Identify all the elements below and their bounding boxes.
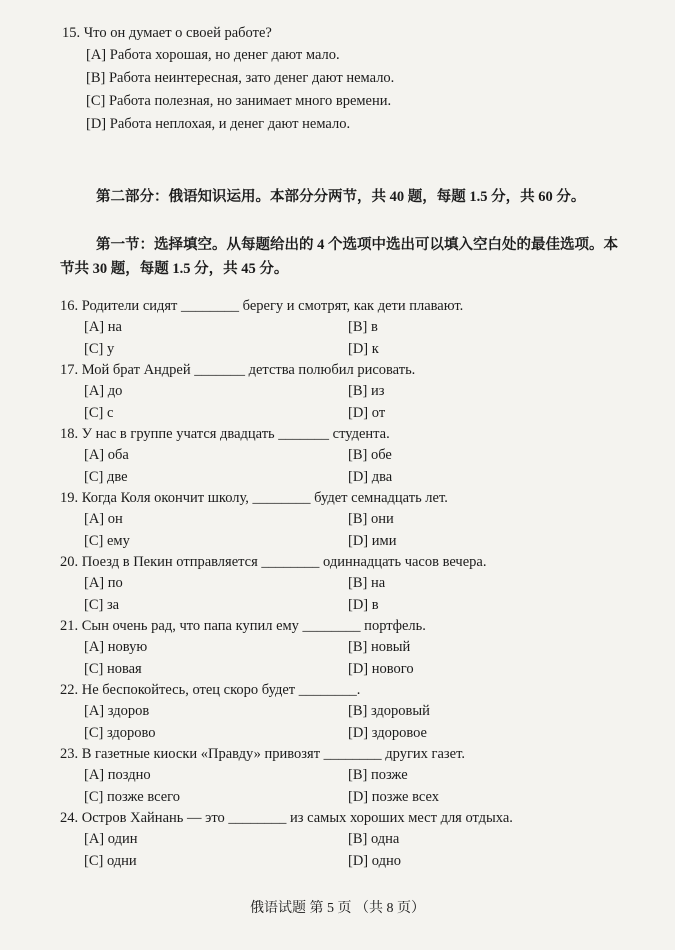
answer-options	[60, 573, 630, 616]
option-c: [C] с	[84, 404, 114, 421]
question-stem: 16. Родители сидят ________ берегу и смотрят, как дети плавают.	[60, 298, 464, 314]
option-a: [A] он	[84, 511, 123, 527]
option-d: [D] позже всех	[348, 788, 439, 805]
subsection-heading: 第一节：选择填空。从每题给出的 4 个选项中选出可以填入空白处的最佳选项。本节共 30 题，每题 1.5 分，共 45 分。	[60, 237, 618, 277]
option-d: [D] нового	[348, 660, 414, 677]
question-list	[60, 296, 630, 872]
question-item	[60, 296, 630, 360]
question-stem: 15. Что он думает о своей работе?	[62, 25, 272, 41]
option-c: [C] новая	[84, 660, 142, 677]
question-item	[60, 808, 630, 872]
answer-options	[60, 509, 630, 552]
answer-options	[60, 701, 630, 744]
option-c: [C] одни	[84, 852, 137, 869]
option-b: [B] одна	[348, 831, 400, 847]
option-a: [A] здоров	[84, 703, 150, 719]
option-c: [C] позже всего	[84, 788, 180, 805]
option-c: [C] ему	[84, 532, 130, 549]
option-d: [D] от	[348, 404, 386, 421]
option-a: [A] по	[84, 575, 123, 591]
answer-options	[60, 317, 630, 360]
option-c: [C] у	[84, 340, 115, 357]
question-item	[60, 616, 630, 680]
question-stem: 23. В газетные киоски «Правду» привозят ________ других газет.	[60, 746, 465, 762]
option-d: [D] в	[348, 596, 379, 613]
option-d: [D] здоровое	[348, 724, 427, 741]
question-item	[60, 552, 630, 616]
option-b: [B] из	[348, 383, 385, 399]
option-d: [D] ими	[348, 532, 397, 549]
answer-options	[60, 637, 630, 680]
question-item	[60, 744, 630, 808]
page-footer: 俄语试题 第 5 页 （共 8 页）	[250, 901, 425, 916]
option-b: [B] новый	[348, 639, 411, 655]
option-d: [D] Работа неплохая, и денег дают немало.	[86, 116, 351, 132]
question-stem: 22. Не беспокойтесь, отец скоро будет ________.	[60, 682, 361, 698]
question-stem: 19. Когда Коля окончит школу, ________ будет семнадцать лет.	[60, 490, 448, 506]
option-d: [D] к	[348, 340, 379, 357]
option-a: [A] оба	[84, 447, 129, 463]
option-d: [D] два	[348, 468, 393, 485]
question-item	[60, 360, 630, 424]
question-15	[62, 22, 622, 136]
answer-options	[60, 381, 630, 424]
answer-options	[60, 829, 630, 872]
option-a: [A] до	[84, 383, 123, 399]
answer-options	[60, 445, 630, 488]
option-b: [B] обе	[348, 447, 392, 463]
option-a: [A] новую	[84, 639, 148, 655]
answer-options	[60, 765, 630, 808]
question-stem: 21. Сын очень рад, что папа купил ему ________ портфель.	[60, 618, 426, 634]
option-b: [B] в	[348, 319, 378, 335]
option-d: [D] одно	[348, 852, 401, 869]
option-b: [B] позже	[348, 767, 408, 783]
section-heading: 第二部分：俄语知识运用。本部分分两节，共 40 题，每题 1.5 分，共 60 分。	[96, 189, 586, 205]
question-stem: 20. Поезд в Пекин отправляется ________ одиннадцать часов вечера.	[60, 554, 487, 570]
option-b: [B] здоровый	[348, 703, 430, 719]
question-stem: 24. Остров Хайнань — это ________ из самых хороших мест для отдыха.	[60, 810, 513, 826]
option-a: [A] на	[84, 319, 122, 335]
option-c: [C] Работа полезная, но занимает много времени.	[86, 93, 392, 109]
question-stem: 17. Мой брат Андрей _______ детства полюбил рисовать.	[60, 362, 416, 378]
option-b: [B] на	[348, 575, 386, 591]
option-a: [A] один	[84, 831, 138, 847]
option-c: [C] здорово	[84, 724, 156, 741]
question-stem: 18. У нас в группе учатся двадцать _______ студента.	[60, 426, 390, 442]
option-c: [C] за	[84, 596, 120, 613]
option-c: [C] две	[84, 468, 128, 485]
option-a: [A] Работа хорошая, но денег дают мало.	[86, 47, 340, 63]
question-item	[60, 488, 630, 552]
question-item	[60, 680, 630, 744]
option-b: [B] Работа неинтересная, зато денег дают немало.	[86, 70, 395, 86]
question-item	[60, 424, 630, 488]
option-a: [A] поздно	[84, 767, 151, 783]
option-b: [B] они	[348, 511, 394, 527]
